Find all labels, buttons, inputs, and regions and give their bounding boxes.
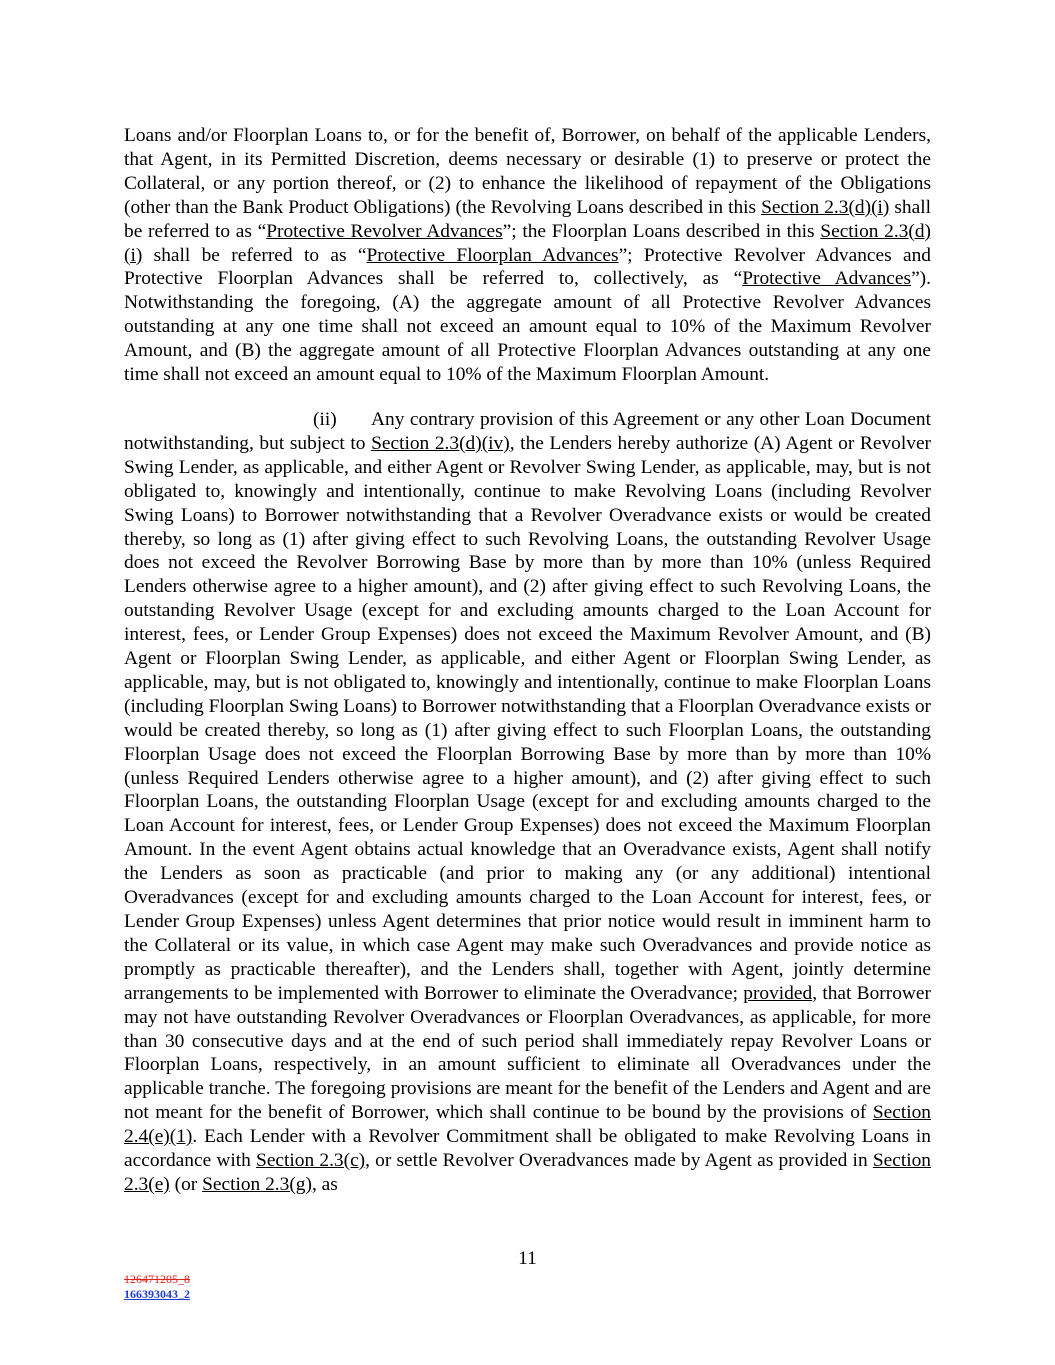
text-run: ”). Notwithstanding the foregoing, (A) the aggregate amount of all Protective Revolver Advances outstanding at any one time shall not exceed an amount equal to 10% of the Maximum Revolver Amount, and (B) the aggregate amount of all Protective Floorplan Advances outstanding at any one time shall not exceed an amount equal to 10% of the Maximum Floorplan Amount. — [124, 268, 931, 386]
clause-number: (ii) — [313, 408, 337, 430]
paragraph-protective-advances — [124, 124, 931, 387]
defined-term: provided — [743, 982, 813, 1004]
text-run: ”; Protective Revolver Advances and Protective Floorplan Advances shall be referred to, collectively, as “ — [124, 244, 931, 290]
text-run: ”; the Floorplan Loans described in this — [502, 220, 821, 242]
text-run: , or settle Revolver Overadvances made by Agent as provided in — [365, 1150, 873, 1172]
text-run: . Each Lender with a Revolver Commitment shall be obligated to make Revolving Loans in accordance with — [124, 1126, 931, 1172]
text-run: Any contrary provision of this Agreement or any other Loan Document notwithstanding, but subject to — [124, 408, 931, 454]
text-run: , that Borrower may not have outstanding Revolver Overadvances or Floorplan Overadvances, as applicable, for more than 30 consecutive days and at the end of such period shall immediately repay Revolver Loans or Floorplan Loans, respectively, in an amount sufficient to eliminate all Overadvances under the applicable tranche. The foregoing provisions are meant for the benefit of the Lenders and Agent and are not meant for the benefit of Borrower, which shall continue to be bound by the provisions of — [124, 982, 931, 1124]
doc-id-inserted: 166393043_2 — [124, 1287, 190, 1301]
document-page — [124, 124, 931, 1197]
section-reference: Section 2.3(c) — [256, 1150, 366, 1172]
paragraph-overadvances — [124, 408, 931, 1197]
section-reference: Section 2.3(d)(i) — [124, 220, 931, 266]
defined-term: Protective Revolver Advances — [266, 220, 503, 242]
defined-term: Protective Floorplan Advances — [366, 244, 619, 266]
defined-term: Protective Advances — [742, 268, 912, 290]
text-run: , as — [311, 1173, 338, 1195]
page-number: 11 — [518, 1248, 537, 1269]
section-reference: Section 2.3(g) — [202, 1173, 312, 1195]
section-reference: Section 2.3(d)(iv) — [371, 432, 510, 454]
section-reference: Section 2.3(d)(i) — [761, 196, 890, 218]
section-reference: Section 2.3(e) — [124, 1150, 931, 1195]
text-run: Loans and/or Floorplan Loans to, or for the benefit of, Borrower, on behalf of the applicable Lenders, that Agent, in its Permitted Discretion, deems necessary or desirable (1) to preserve or protect the Collateral, or any portion thereof, or (2) to enhance the likelihood of repayment of the Obligations (other than the Bank Product Obligations) (the Revolving Loans described in this — [124, 125, 931, 218]
text-run: , the Lenders hereby authorize (A) Agent or Revolver Swing Lender, as applicable, and either Agent or Revolver Swing Lender, as applicable, may, but is not obligated to, knowingly and intentionally, continue to make Revolving Loans (including Revolver Swing Loans) to Borrower notwithstanding that a Revolver Overadvance exists or would be created thereby, so long as (1) after giving effect to such Revolving Loans, the outstanding Revolver Usage does not exceed the Revolver Borrowing Base by more than by more than 10% (unless Required Lenders otherwise agree to a higher amount), and (2) after giving effect to such Revolving Loans, the outstanding Revolver Usage (except for and excluding amounts charged to the Loan Account for interest, fees, or Lender Group Expenses) does not exceed the Maximum Revolver Amount, and (B) Agent or Floorplan Swing Lender, as applicable, and either Agent or Floorplan Swing Lender, as applicable, may, but is not obligated to, knowingly and intentionally, continue to make Floorplan Loans (including Floorplan Swing Loans) to Borrower notwithstanding that a Floorplan Overadvance exists or would be created thereby, so long as (1) after giving effect to such Floorplan Loans, the outstanding Floorplan Usage does not exceed the Floorplan Borrowing Base by more than by more than 10% (unless Required Lenders otherwise agree to a higher amount), and (2) after giving effect to such Floorplan Loans, the outstanding Floorplan Usage (except for and excluding amounts charged to the Loan Account for interest, fees, or Lender Group Expenses) does not exceed the Maximum Floorplan Amount. In the event Agent obtains actual knowledge that an Overadvance exists, Agent shall notify the Lenders as soon as practicable (and prior to making any (or any additional) intentional Overadvances (except for and excluding amounts charged to the Loan Account for interest, fees, or Lender Group Expenses) unless Agent determines that prior notice would result in imminent harm to the Collateral or its value, in which case Agent may make such Overadvances and provide notice as promptly as practicable thereafter), and the Lenders shall, together with Agent, jointly determine arrangements to be implemented with Borrower to eliminate the Overadvance; — [124, 432, 932, 1004]
text-run: shall be referred to as “ — [124, 196, 931, 242]
text-run: (or — [169, 1173, 203, 1195]
text-run: shall be referred to as “ — [142, 244, 367, 266]
doc-id-deleted: 126471205_8 — [124, 1272, 190, 1286]
section-reference: Section 2.4(e)(1) — [124, 1102, 931, 1148]
